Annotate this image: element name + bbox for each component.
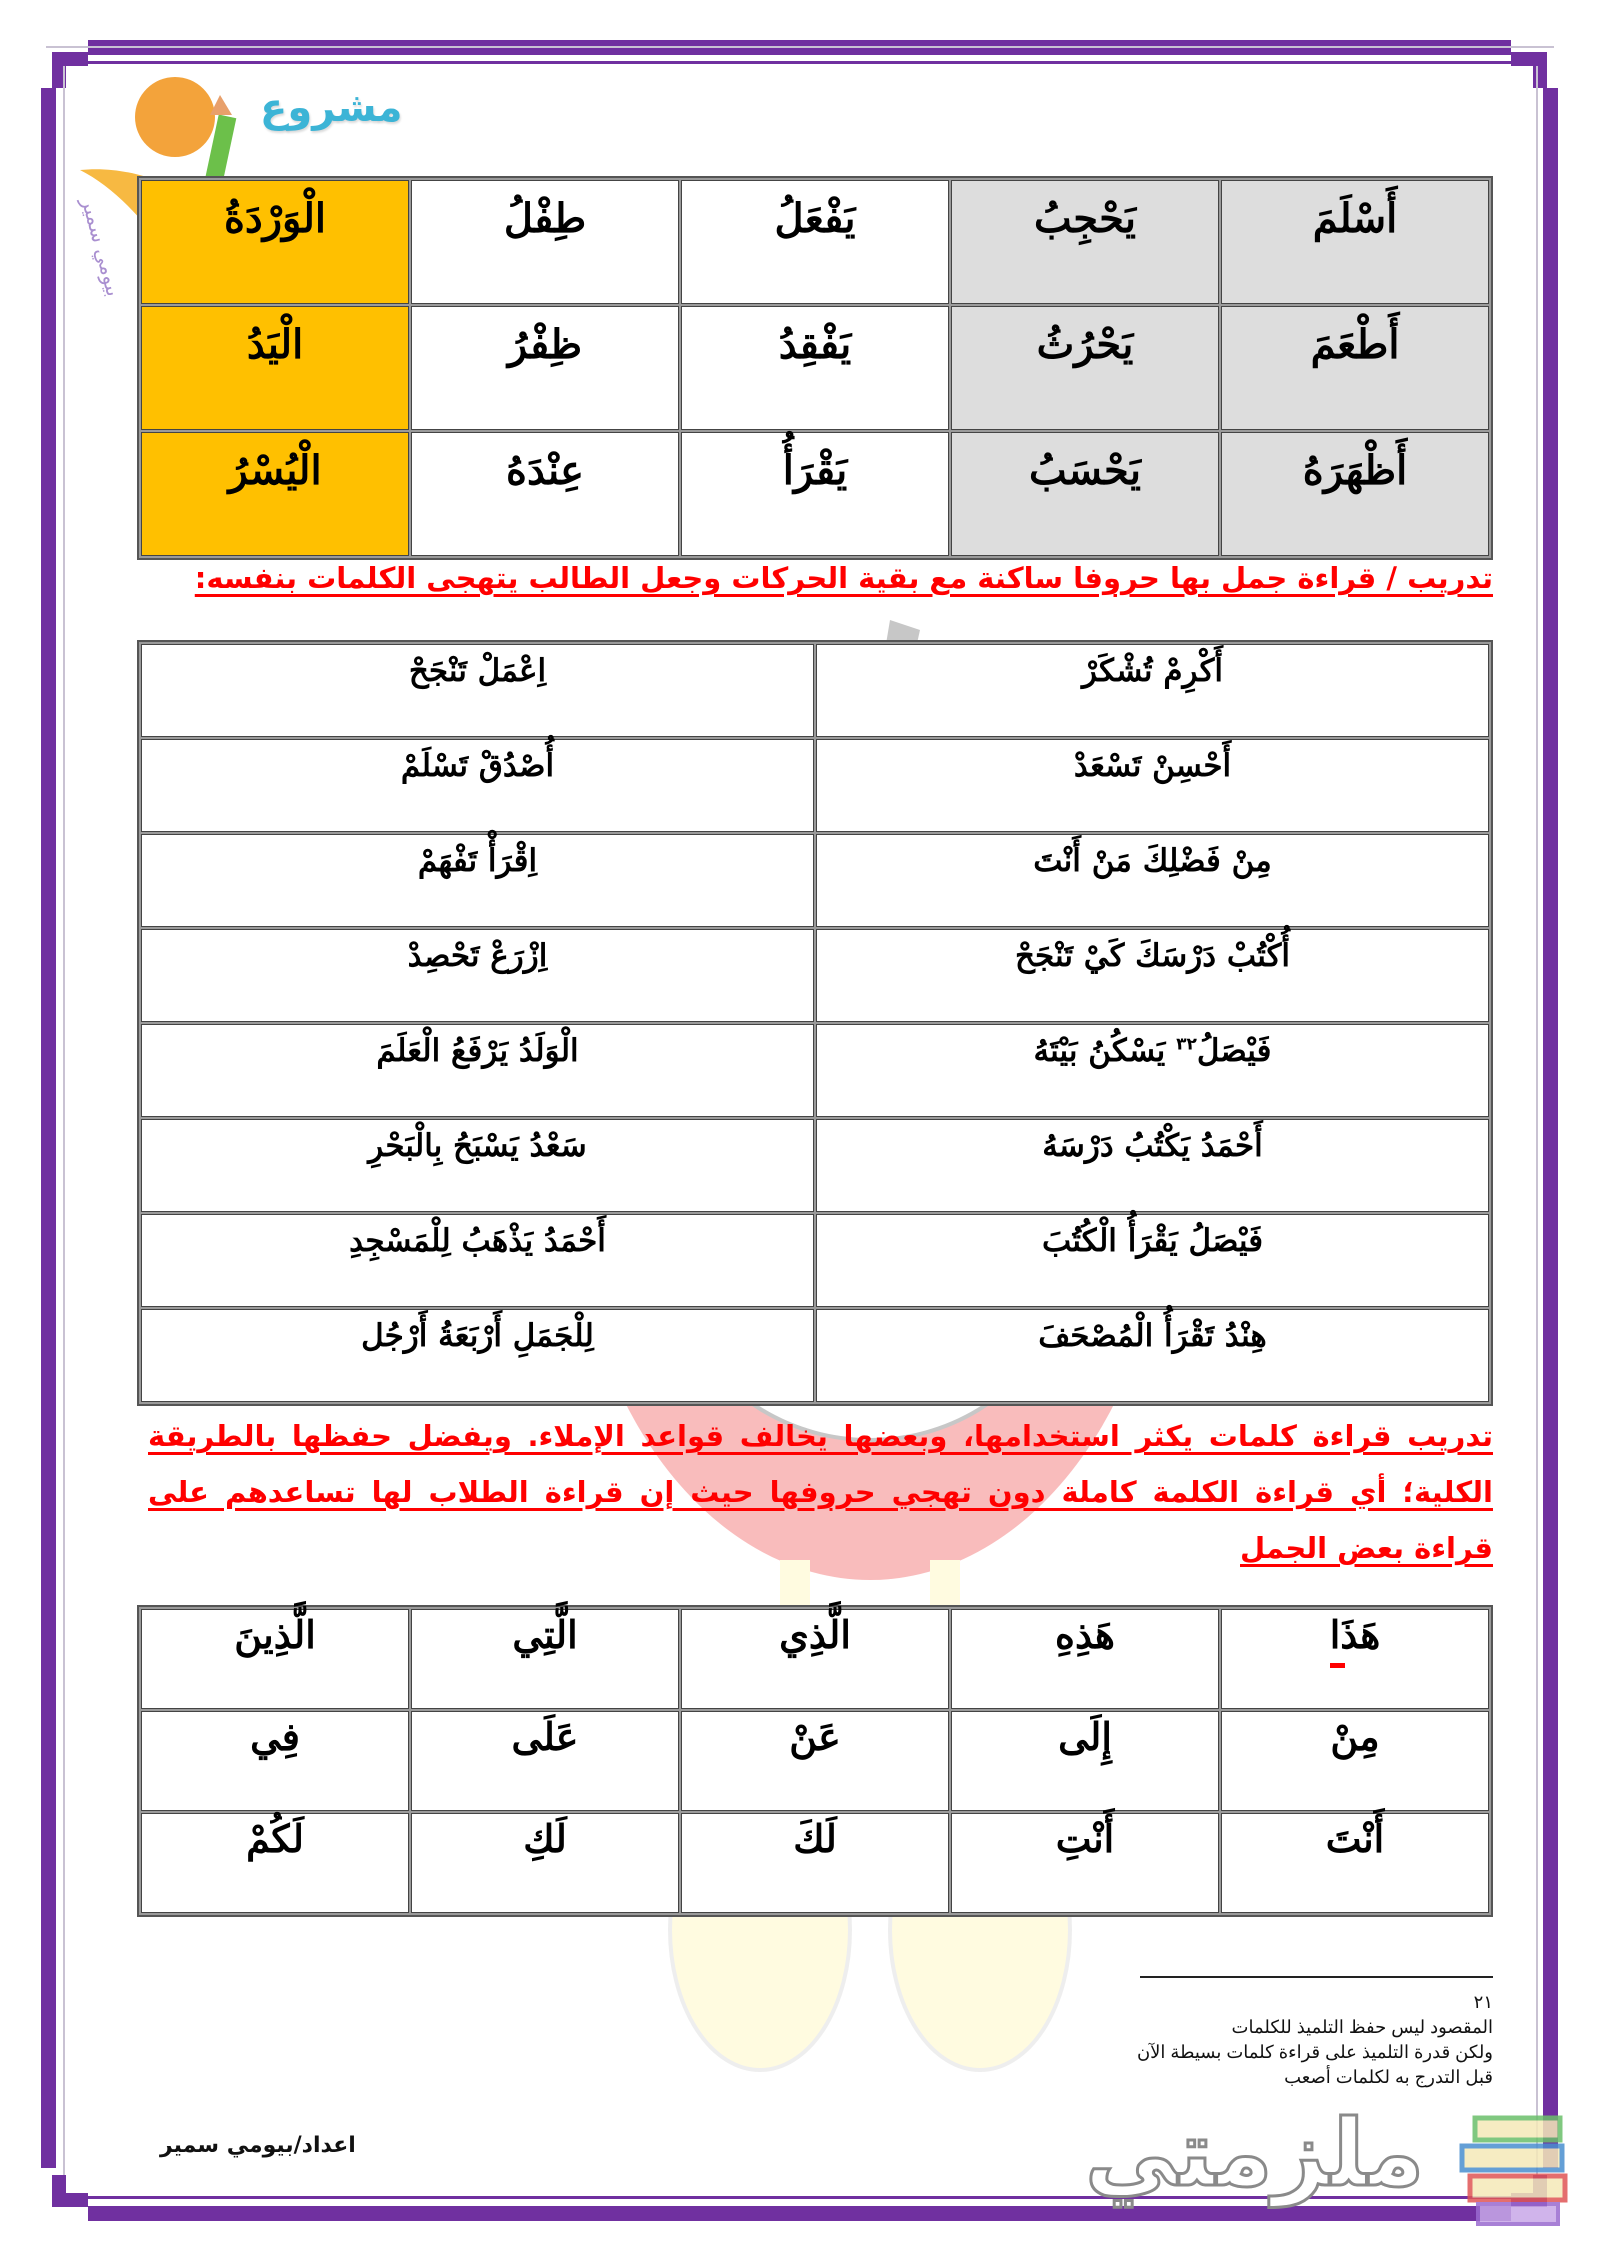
table-cell: الْيَدُ (141, 306, 409, 430)
table-cell: أَنْتِ (951, 1813, 1219, 1913)
table-cell: أَنْتَ (1221, 1813, 1489, 1913)
table-row (141, 1024, 1489, 1117)
table-cell: إِلَى (951, 1711, 1219, 1811)
table-cell: هَذِهِ (951, 1609, 1219, 1709)
table-row (141, 739, 1489, 832)
table-row (141, 644, 1489, 737)
table-cell: اِقْرَأْ تَفْهَمْ (141, 834, 814, 927)
table-cell: هِنْدُ تَقْرَأُ الْمُصْحَفَ (816, 1309, 1489, 1402)
section-heading-common-words: تدريب قراءة كلمات يكثر استخدامها، وبعضها يخالف قواعد الإملاء. ويفضل حفظها بالطريقة الكلية؛ أي قراءة الكلمة كاملة دون تهجي حروفها حيث إن قراءة الطلاب لها تساعدهم على قراءة بعض الجمل (148, 1419, 1493, 1565)
table-row (141, 1214, 1489, 1307)
table-cell: لَكِ (411, 1813, 679, 1913)
frame-top-outline (46, 46, 1554, 48)
table-cell: يَفْقِدُ (681, 306, 949, 430)
common-words-table (137, 1605, 1493, 1917)
table-cell: فَيْصَلُ يَقْرَأُ الْكُتُبَ (816, 1214, 1489, 1307)
table-cell: سَعْدُ يَسْبَحُ بِالْبَحْرِ (141, 1119, 814, 1212)
frame-corner-bl-2 (52, 2193, 88, 2207)
table-row (141, 306, 1489, 430)
table-row (141, 1711, 1489, 1811)
table-row (141, 1119, 1489, 1212)
footnote-line: قبل التدرج به لكلمات أصعب (1284, 2067, 1493, 2087)
sentences-table (137, 640, 1493, 1406)
table-cell-with-footnote (816, 1024, 1489, 1117)
table-cell: يَفْعَلُ (681, 180, 949, 304)
footnote-reference[interactable]: ٣٢ (1176, 1034, 1197, 1055)
table-cell: أَحْسِنْ تَسْعَدْ (816, 739, 1489, 832)
table-cell: يَقْرَأُ (681, 432, 949, 556)
frame-left-line (63, 66, 65, 2196)
word: هَذَا (1329, 1612, 1381, 1657)
table-cell: يَحْرُثُ (951, 306, 1219, 430)
frame-right-line (1536, 66, 1538, 2196)
watermark-logo (1085, 2090, 1585, 2260)
frame-top-line (88, 61, 1511, 64)
table-cell: أَسْلَمَ (1221, 180, 1489, 304)
logo-vertical-text: بيومي سمير (76, 195, 127, 299)
sentence-part: يَسْكُنُ بَيْتَهُ (1033, 1033, 1177, 1069)
table-cell: الَّتِي (411, 1609, 679, 1709)
frame-right-bar (1543, 88, 1558, 2168)
table-cell: يَحْجِبُ (951, 180, 1219, 304)
section-heading-sentences: تدريب / قراءة جمل بها حروفا ساكنة مع بقية الحركات وجعل الطالب يتهجى الكلمات بنفسه: (194, 561, 1493, 595)
footnote-line: المقصود ليس حفظ التلميذ للكلمات (1231, 2017, 1493, 2037)
table-cell: الْوَلَدُ يَرْفَعُ الْعَلَمَ (141, 1024, 814, 1117)
table-cell: مِنْ فَضْلِكَ مَنْ أَنْتَ (816, 834, 1489, 927)
table-cell: يَحْسَبُ (951, 432, 1219, 556)
table-cell: ظِفْرُ (411, 306, 679, 430)
table-cell: أَكْرِمْ تُشْكَرْ (816, 644, 1489, 737)
table-cell: الْيُسْرُ (141, 432, 409, 556)
footnote-number: ٢١ (1473, 1992, 1493, 2012)
table-cell: أُكْتُبْ دَرْسَكَ كَيْ تَنْجَحْ (816, 929, 1489, 1022)
table-cell: لَكُمْ (141, 1813, 409, 1913)
table-cell: الْوَرْدَةُ (141, 180, 409, 304)
table-row (141, 1609, 1489, 1709)
table-cell: أَظْهَرَهُ (1221, 432, 1489, 556)
table-row (141, 1813, 1489, 1913)
table-cell: عِنْدَهُ (411, 432, 679, 556)
frame-left-bar (41, 88, 56, 2168)
red-mark (1330, 1663, 1345, 1668)
author-credit: اعداد/بيومي سمير (160, 2133, 356, 2158)
footnote (1073, 1990, 1493, 2090)
table-cell (1221, 1609, 1489, 1709)
footnote-separator (1140, 1976, 1493, 1978)
table-row (141, 1309, 1489, 1402)
logo-title: مشروع (260, 85, 403, 131)
books-stack-icon (1450, 2110, 1580, 2230)
table-row (141, 180, 1489, 304)
table-cell: اِعْمَلْ تَنْجَحْ (141, 644, 814, 737)
table-row (141, 432, 1489, 556)
table-cell: عَنْ (681, 1711, 949, 1811)
table-row (141, 929, 1489, 1022)
table-cell: الَّذِينَ (141, 1609, 409, 1709)
footnote-line: ولكن قدرة التلميذ على قراءة كلمات بسيطة الآن (1136, 2042, 1493, 2062)
table-cell: لَكَ (681, 1813, 949, 1913)
table-cell: فِي (141, 1711, 409, 1811)
table-cell: أَحْمَدُ يَذْهَبُ لِلْمَسْجِدِ (141, 1214, 814, 1307)
table-cell: طِفْلُ (411, 180, 679, 304)
table-cell: اِزْرَعْ تَحْصِدْ (141, 929, 814, 1022)
table-cell: الَّذِي (681, 1609, 949, 1709)
table-cell: أُصْدُقْ تَسْلَمْ (141, 739, 814, 832)
table-cell: لِلْجَمَلِ أَرْبَعَةُ أَرْجُل (141, 1309, 814, 1402)
table-cell: أَطْعَمَ (1221, 306, 1489, 430)
table-row (141, 834, 1489, 927)
table-cell: أَحْمَدُ يَكْتُبُ دَرْسَهُ (816, 1119, 1489, 1212)
watermark-text: ملزمتي (1085, 2100, 1425, 2207)
table-cell: مِنْ (1221, 1711, 1489, 1811)
table-cell: عَلَى (411, 1711, 679, 1811)
sentence-part: فَيْصَلُ (1196, 1033, 1272, 1069)
words-table-1 (137, 176, 1493, 560)
